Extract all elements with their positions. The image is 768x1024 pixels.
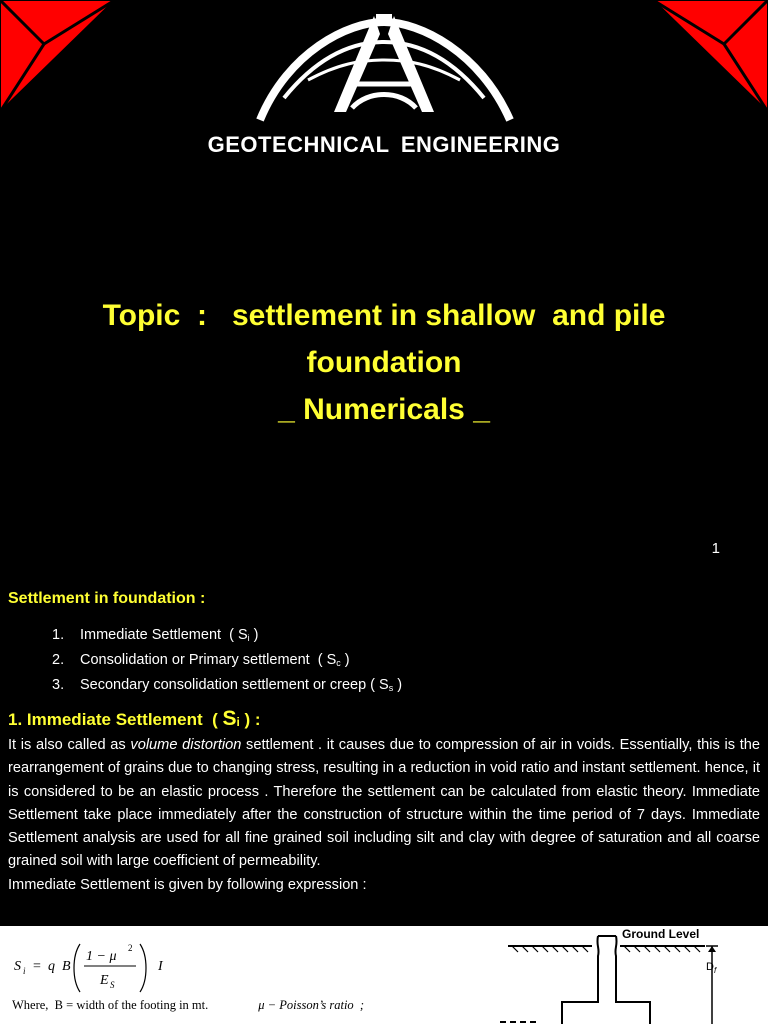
immediate-settlement-heading	[8, 707, 261, 731]
topic-title	[40, 292, 728, 433]
formula-power: 2	[128, 943, 133, 953]
formula-numerator: 1 − μ	[86, 949, 117, 964]
list-item	[52, 648, 402, 673]
heading-prefix: 1. Immediate Settlement (	[8, 710, 223, 729]
heading-subscript: i	[236, 715, 240, 729]
list-number: 3.	[52, 677, 65, 693]
list-number: 1.	[52, 627, 65, 643]
subject-title: GEOTECHNICAL ENGINEERING	[207, 132, 561, 157]
content-slide	[0, 576, 768, 1024]
page-number: 1	[711, 540, 720, 557]
list-close: )	[340, 652, 350, 668]
paragraph-text: It is also called as	[8, 737, 131, 753]
list-close: )	[249, 627, 259, 643]
where-text: Where, B = width of the footing in mt.	[12, 998, 209, 1012]
corner-decoration-left	[0, 0, 115, 112]
paragraph	[8, 734, 760, 874]
globe-logo	[248, 12, 520, 124]
body-text	[8, 734, 760, 897]
list-item	[52, 673, 402, 698]
list-subscript: i	[247, 633, 250, 643]
formula-den-sub: S	[110, 980, 115, 990]
list-subscript: s	[388, 683, 394, 693]
formula-eq: =	[33, 959, 41, 974]
corner-decoration-right	[653, 0, 768, 112]
formula-I: I	[158, 959, 163, 974]
formula-lhs: S	[14, 959, 21, 974]
list-number: 2.	[52, 652, 65, 668]
formula-panel	[0, 926, 768, 1024]
topic-line: foundation	[306, 346, 462, 379]
heading-symbol: S	[222, 707, 237, 730]
topic-line: _ Numericals _	[278, 393, 490, 426]
depth-subscript: f	[714, 966, 717, 975]
poisson-ratio-text: μ − Poisson’s ratio ;	[258, 998, 365, 1012]
paragraph-italic: volume distortion	[130, 737, 242, 753]
topic-line: Topic : settlement in shallow and pile	[102, 299, 666, 332]
paragraph: Immediate Settlement is given by following expression :	[8, 876, 367, 893]
list-text: Consolidation or Primary settlement ( S	[80, 652, 337, 668]
paragraph-text: settlement . it causes due to compression of air in voids. Essentially, this is the rearrangement of grains due to changing stress, resulting in a reduction in void ratio and instant settlement. hence, it is considered to be an elastic process . Therefore the settlement can be calculated from elastic theory. Immediate Settlement take place immediately after the construction of structure within the time period of 7 days. Immediate Settlement analysis are used for all fine grained soil including silt and clay with degree of saturation and all coarse grained soil with large coefficient of permeability.	[8, 737, 760, 870]
ground-level-label: Ground Level	[622, 927, 700, 941]
list-subscript: c	[336, 658, 341, 668]
formula-where-line	[12, 998, 364, 1013]
formula-lhs-sub: i	[23, 966, 26, 976]
list-text: Immediate Settlement ( S	[80, 627, 248, 643]
immediate-settlement-formula	[12, 940, 172, 996]
section-heading: Settlement in foundation :	[8, 590, 206, 607]
list-close: )	[393, 677, 403, 693]
depth-label: D	[706, 961, 714, 973]
formula-B: B	[62, 959, 71, 974]
formula-denominator: E	[100, 973, 109, 988]
formula-q: q	[48, 959, 55, 974]
settlement-types-list	[52, 623, 402, 698]
footing-diagram	[500, 926, 740, 1024]
list-text: Secondary consolidation settlement or creep ( S	[80, 677, 389, 693]
list-item	[52, 623, 402, 648]
heading-suffix: ) :	[239, 710, 261, 729]
